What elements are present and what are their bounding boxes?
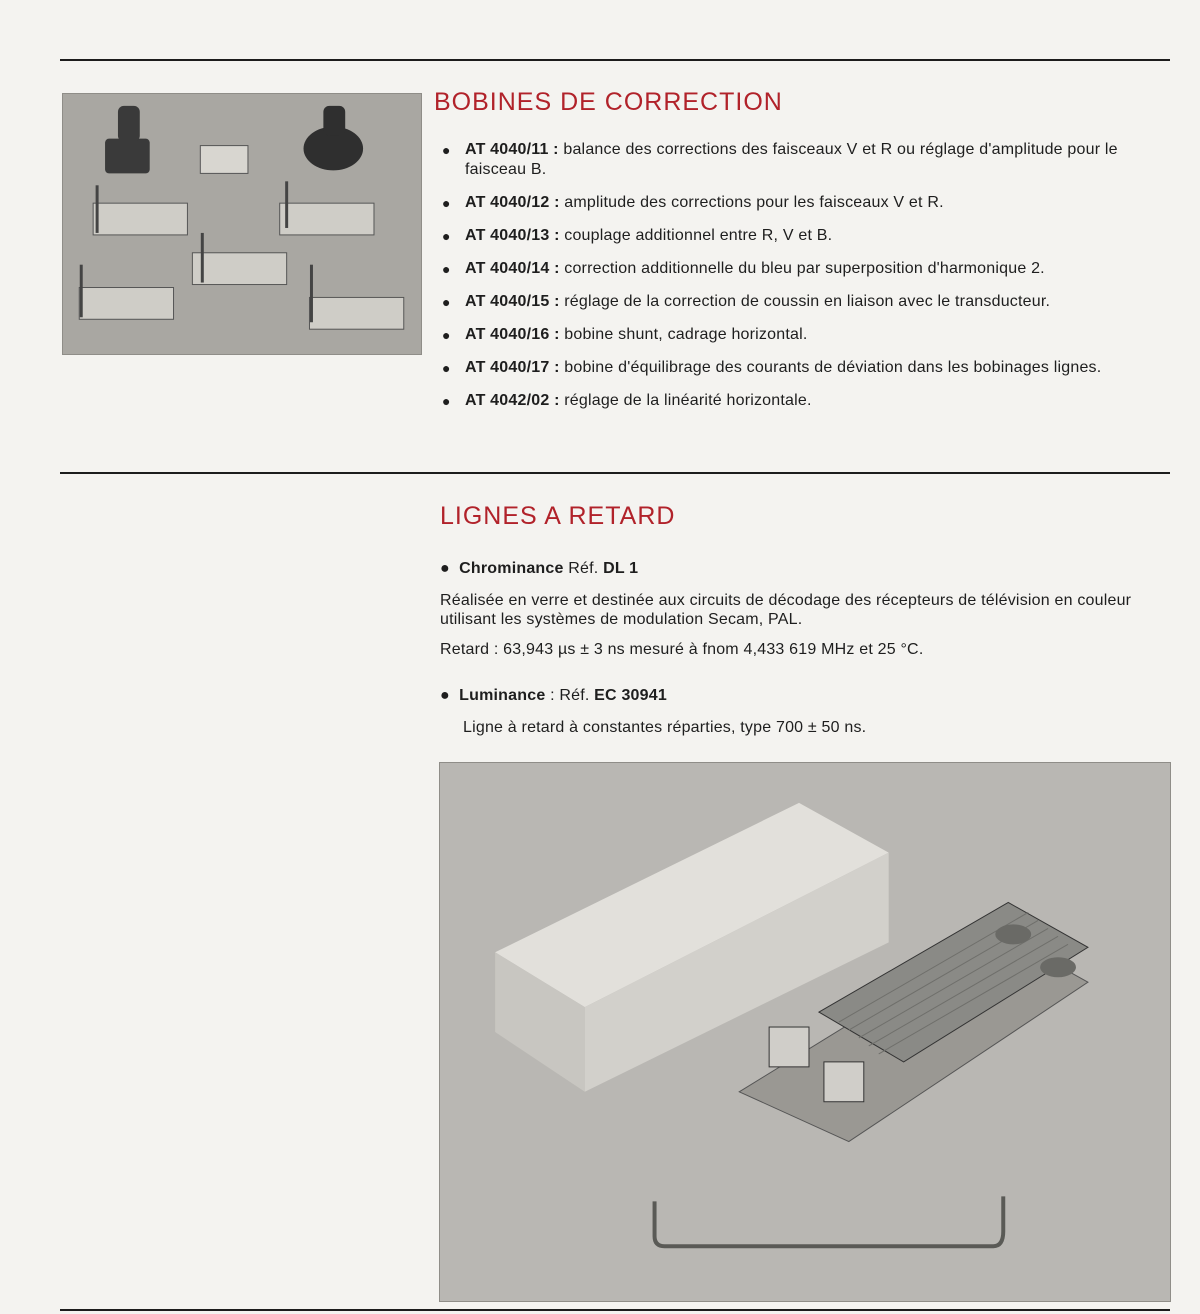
list-item: ● AT 4040/16 : bobine shunt, cadrage horizontal.: [442, 326, 808, 343]
top-rule: [60, 59, 1170, 61]
bottom-rule: [60, 1309, 1170, 1311]
coils-photo: [62, 93, 422, 355]
list-item: ● AT 4040/15 : réglage de la correction de coussin en liaison avec le transducteur.: [442, 293, 1051, 310]
list-item: ● AT 4040/14 : correction additionnelle du bleu par superposition d'harmonique 2.: [442, 260, 1045, 277]
list-item: ● AT 4040/12 : amplitude des corrections pour les faisceaux V et R.: [442, 194, 944, 211]
list-item: ● AT 4040/11 : balance des corrections des faisceaux V et R ou réglage d'amplitude pour le faisceau B.: [442, 141, 1118, 178]
list-item: ● AT 4042/02 : réglage de la linéarité horizontale.: [442, 392, 812, 409]
luminance-heading: ● Luminance : Réf. EC 30941: [440, 687, 667, 704]
delay-line-illustration: [440, 763, 1170, 1301]
chrominance-description: Réalisée en verre et destinée aux circuits de décodage des récepteurs de télévision en couleur utilisant les systèmes de modulation Secam, PAL.: [440, 592, 1132, 628]
list-item: ● AT 4040/13 : couplage additionnel entre R, V et B.: [442, 227, 833, 244]
luminance-description: Ligne à retard à constantes réparties, type 700 ± 50 ns.: [463, 719, 867, 736]
list-item: ● AT 4040/17 : bobine d'équilibrage des courants de déviation dans les bobinages lignes.: [442, 359, 1102, 376]
section-title-bobines: BOBINES DE CORRECTION: [434, 88, 783, 116]
section-title-lignes: LIGNES A RETARD: [440, 502, 676, 530]
coils-illustration: [63, 94, 421, 354]
middle-rule: [60, 472, 1170, 474]
delay-line-photo: [439, 762, 1171, 1302]
bobines-list: [440, 140, 1180, 424]
chrominance-heading: ● Chrominance Réf. DL 1: [440, 560, 639, 577]
chrominance-retard: Retard : 63,943 µs ± 3 ns mesuré à fnom 4,433 619 MHz et 25 °C.: [440, 641, 924, 658]
